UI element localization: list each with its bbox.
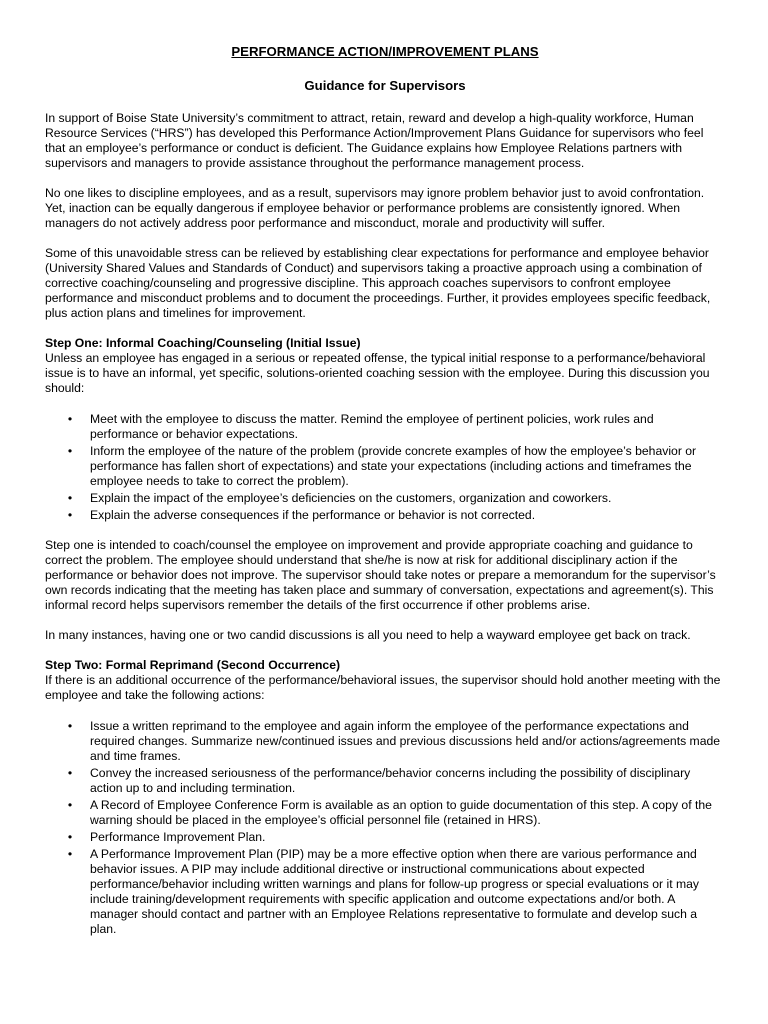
list-item-text: A Performance Improvement Plan (PIP) may be a more effective option when there are various performance and behavior issues. A PIP may include additional directive or instructional communications about expected performance/behavior including written warnings and plans for follow-up progress or special evaluations or it may include training/development requirements with specific application and outcome expectations and/or both. A manager should contact and partner with an Employee Relations representative to formulate and develop such a plan. [90, 847, 700, 936]
step-two-intro: If there is an additional occurrence of the performance/behavioral issues, the supervisor should hold another meeting with the employee and take the following actions: [45, 673, 721, 702]
list-item-text: A Record of Employee Conference Form is available as an option to guide documentation of this step. A copy of the warning should be placed in the employee’s official personnel file (retained in HRS). [90, 798, 712, 827]
list-item [45, 491, 725, 506]
step-one-closing-paragraph: Step one is intended to coach/counsel the employee on improvement and provide appropriate coaching and guidance to correct the problem. The employee should understand that she/he is now at risk for additional disciplinary action if the performance or behavior does not improve. The supervisor should take notes or prepare a memorandum for the supervisor’s own records indicating that the meeting has taken place and summary of conversation, expectations and agreement(s). This informal record helps supervisors remember the details of the first occurrence if other problems arise. [45, 538, 716, 612]
list-item [45, 719, 725, 764]
list-item [45, 444, 725, 489]
bullet-icon: • [67, 444, 73, 458]
document-subtitle: Guidance for Supervisors [304, 78, 466, 93]
bullet-icon: • [67, 412, 73, 426]
list-item-text: Issue a written reprimand to the employee and again inform the employee of the performance expectations and required changes. Summarize new/continued issues and previous discussions held and/or actions/agreements made and time frames. [90, 719, 721, 763]
step-one-heading: Step One: Informal Coaching/Counseling (Initial Issue) [45, 336, 361, 350]
document-title: PERFORMANCE ACTION/IMPROVEMENT PLANS [231, 44, 539, 59]
list-item [45, 508, 725, 523]
list-item [45, 847, 725, 937]
list-item-text: Performance Improvement Plan. [90, 830, 266, 844]
bullet-icon: • [67, 491, 73, 505]
bullet-icon: • [67, 798, 73, 812]
document-page [45, 44, 725, 952]
bullet-icon: • [67, 847, 73, 861]
list-item-text: Explain the adverse consequences if the performance or behavior is not corrected. [90, 508, 536, 522]
list-item [45, 412, 725, 442]
list-item [45, 766, 725, 796]
intro-paragraph: Some of this unavoidable stress can be relieved by establishing clear expectations for performance and employee behavior (University Shared Values and Standards of Conduct) and supervisors taking a proactive approach using a combination of corrective coaching/counseling and progressive discipline. This approach coaches supervisors to confront employee performance and misconduct problems and to document the proceedings. Further, it provides employees specific feedback, plus action plans and timelines for improvement. [45, 246, 711, 320]
list-item-text: Inform the employee of the nature of the problem (provide concrete examples of how the employee’s behavior or performance has fallen short of expectations) and state your expectations (including actions and timeframes the employee needs to take to correct the problem). [90, 444, 697, 488]
bullet-icon: • [67, 830, 73, 844]
list-item [45, 798, 725, 828]
step-one-bullet-list [45, 412, 725, 523]
step-two-bullet-list [45, 719, 725, 937]
intro-paragraph: No one likes to discipline employees, and as a result, supervisors may ignore problem behavior just to avoid confrontation. Yet, inaction can be equally dangerous if employee behavior or performance problems are consistently ignored. When managers do not actively address poor performance and misconduct, morale and productivity will suffer. [45, 186, 705, 230]
list-item-text: Explain the impact of the employee’s deficiencies on the customers, organization and coworkers. [90, 491, 612, 505]
bullet-icon: • [67, 719, 73, 733]
intro-paragraph: In support of Boise State University’s commitment to attract, retain, reward and develop a high-quality workforce, Human Resource Services (“HRS”) has developed this Performance Action/Improvement Plans Guidance for supervisors who feel that an employee’s performance or conduct is deficient. The Guidance explains how Employee Relations partners with supervisors and managers to provide assistance throughout the performance management process. [45, 111, 704, 170]
step-one-intro: Unless an employee has engaged in a serious or repeated offense, the typical initial response to a performance/behavioral issue is to have an informal, yet specific, solutions-oriented coaching session with the employee. During this discussion you should: [45, 351, 710, 395]
bullet-icon: • [67, 766, 73, 780]
bullet-icon: • [67, 508, 73, 522]
list-item [45, 830, 725, 845]
step-two-heading: Step Two: Formal Reprimand (Second Occurrence) [45, 658, 341, 672]
list-item-text: Meet with the employee to discuss the matter. Remind the employee of pertinent policies, work rules and performance or behavior expectations. [90, 412, 654, 441]
step-one-closing-paragraph: In many instances, having one or two candid discussions is all you need to help a wayward employee get back on track. [45, 628, 691, 642]
list-item-text: Convey the increased seriousness of the performance/behavior concerns including the possibility of disciplinary action up to and including termination. [90, 766, 691, 795]
